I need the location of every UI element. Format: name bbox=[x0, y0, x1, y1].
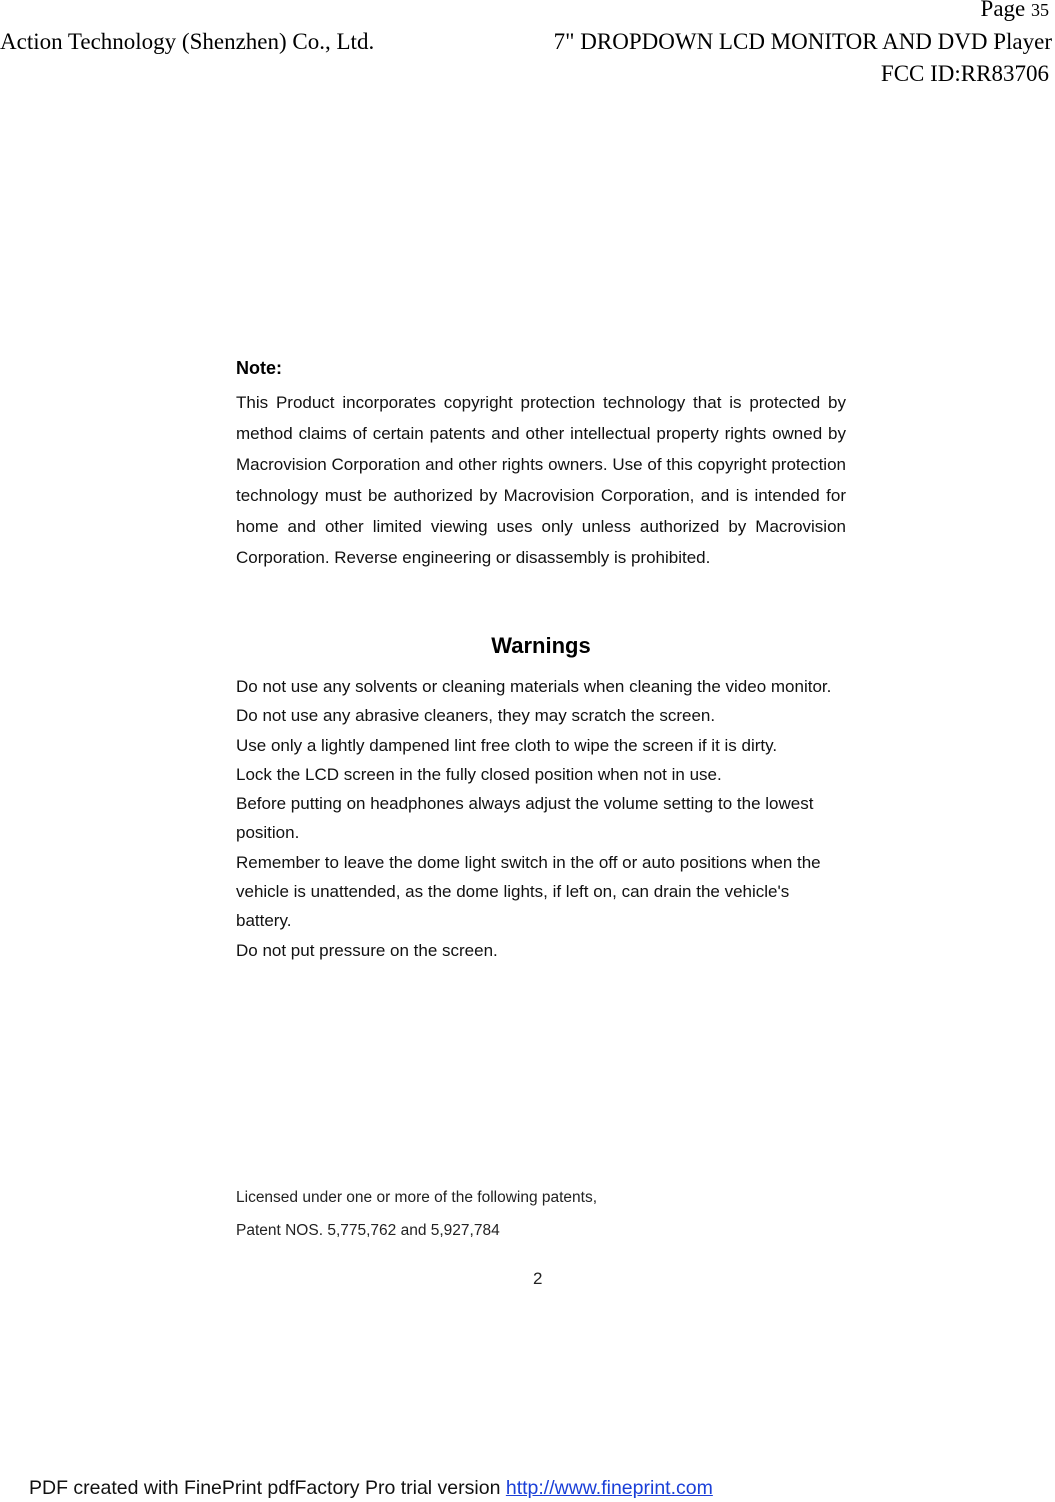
patent-numbers: Patent NOS. 5,775,762 and 5,927,784 bbox=[236, 1222, 500, 1239]
pdf-footer bbox=[29, 1477, 713, 1500]
product-title: 7" DROPDOWN LCD MONITOR AND DVD Player bbox=[553, 29, 1052, 54]
note-heading: Note: bbox=[236, 358, 282, 378]
note-body: This Product incorporates copyright protection technology that is protected by method claims of certain patents and other intellectual property rights owned by Macrovision Corporation and other rights owners. Use of this copyright protection technology must be authorized by Macrovision Corporation, and is intended for home and other limited viewing uses only unless authorized by Macrovision Corporation. Reverse engineering or disassembly is prohibited. bbox=[236, 393, 846, 567]
footer-text: PDF created with FinePrint pdfFactory Pro trial version bbox=[29, 1477, 506, 1499]
fineprint-link[interactable]: http://www.fineprint.com bbox=[505, 1477, 713, 1499]
company-name: Action Technology (Shenzhen) Co., Ltd. bbox=[0, 29, 375, 54]
page-indicator bbox=[981, 0, 1049, 22]
warning-item: Lock the LCD screen in the fully closed position when not in use. bbox=[236, 764, 722, 784]
page-number: 35 bbox=[1031, 0, 1049, 20]
warning-item: Do not use any solvents or cleaning materials when cleaning the video monitor. bbox=[236, 677, 832, 696]
warning-item: Do not use any abrasive cleaners, they may scratch the screen. bbox=[236, 706, 716, 726]
warning-item: Remember to leave the dome light switch in the off or auto positions when the vehicle is unattended, as the dome lights, if left on, can drain the vehicle's battery. bbox=[236, 852, 821, 931]
fcc-id: FCC ID:RR83706 bbox=[880, 61, 1049, 86]
warning-item: Before putting on headphones always adjust the volume setting to the lowest position. bbox=[236, 794, 814, 843]
warning-item: Do not put pressure on the screen. bbox=[236, 940, 498, 960]
inner-page-number: 2 bbox=[533, 1269, 543, 1288]
license-line: Licensed under one or more of the following patents, bbox=[236, 1189, 598, 1206]
page-label: Page bbox=[980, 0, 1026, 21]
warnings-list bbox=[236, 672, 846, 965]
warnings-heading: Warnings bbox=[491, 633, 591, 658]
warning-item: Use only a lightly dampened lint free cloth to wipe the screen if it is dirty. bbox=[236, 735, 778, 755]
